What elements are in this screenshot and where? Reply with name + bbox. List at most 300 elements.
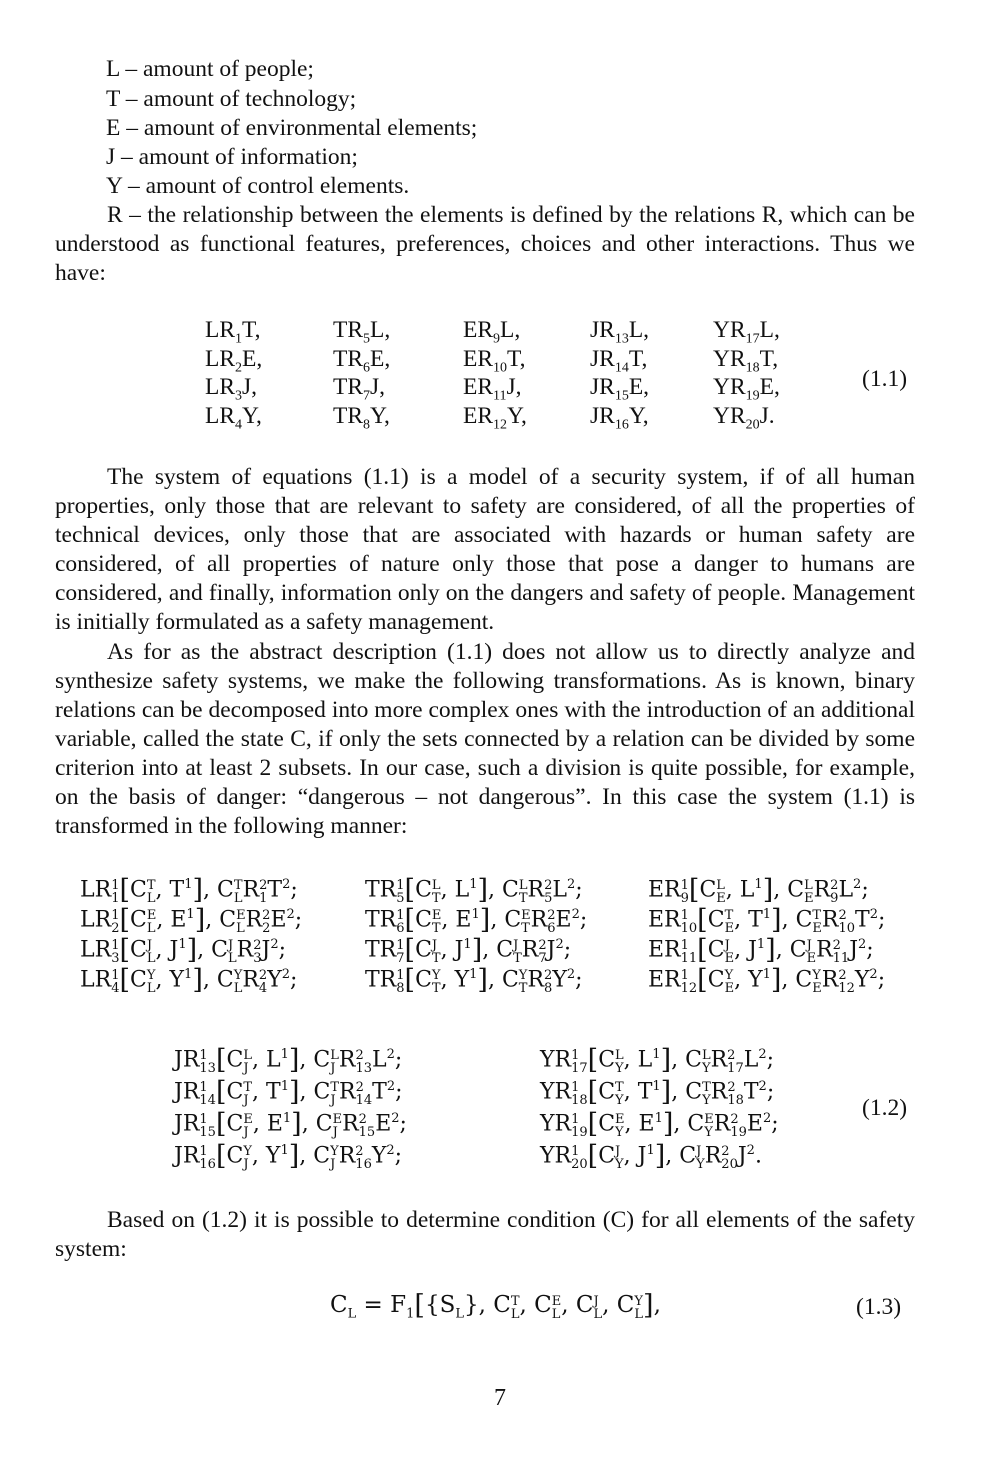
index-stack [727, 1081, 744, 1107]
state-c: C [534, 1292, 552, 1318]
open-bracket: [ [587, 1140, 599, 1172]
relation-name: LR [80, 907, 112, 933]
state-c: C [616, 1292, 635, 1318]
index-stack [730, 1113, 747, 1139]
separator: , [205, 907, 220, 933]
state-sup: J [431, 938, 438, 954]
relation-index: 6 [363, 360, 371, 376]
index-stack [356, 1081, 373, 1107]
state-sub: J [330, 1093, 336, 1109]
relation-right: T, [242, 317, 261, 343]
index-stack [681, 969, 698, 995]
state-c: C [685, 1047, 702, 1073]
state-indices [330, 1081, 339, 1107]
state-c: C [795, 967, 813, 993]
separator: , [482, 937, 497, 963]
relation-right: T, [507, 345, 526, 372]
target-power: 1 [762, 967, 771, 982]
state-indices [432, 969, 441, 995]
open-bracket: [ [215, 1076, 227, 1108]
decomposed-relation [540, 1106, 779, 1139]
open-bracket: [ [404, 964, 416, 996]
state-c: C [679, 1143, 697, 1169]
target-power: 1 [282, 1111, 292, 1126]
target-set: Y [552, 967, 567, 993]
target-power: 1 [280, 1047, 289, 1062]
target-set: Y [371, 1143, 387, 1169]
power-2: 2 [544, 968, 553, 984]
state-sub: T [431, 981, 441, 997]
power-2: 2 [838, 968, 847, 984]
state-c: C [707, 907, 725, 933]
state-sup: L [431, 878, 441, 894]
open-bracket: [ [688, 874, 700, 906]
relation-right: Y, [628, 402, 649, 429]
state-c: C [687, 1111, 705, 1137]
decomposed-relation [80, 902, 302, 935]
transform-paragraph: As for as the abstract description (1.1) does not allow us to directly analyze and synthesize safety systems, we make the following transformations. As is known, binary relations can be decomposed into more complex ones with the introduction of an additional variable, called the state C, if only the sets connected by a relation can be divided by some criterion into at least 2 subsets. In our case, such a division is quite possible, for example, on the basis of danger: “dangerous – not dangerous”. In this case the system (1.1) is transformed in the following manner: [55, 639, 915, 839]
function: F [390, 1292, 407, 1318]
relation-index: 20 [571, 1157, 588, 1173]
index-stack [199, 1081, 216, 1107]
relation-right: E, [628, 374, 650, 400]
state-sub: Y [615, 1157, 624, 1173]
state-sup: J [228, 938, 234, 954]
target-power: 2 [869, 907, 879, 922]
open-bracket: [ [215, 1108, 227, 1140]
relation-left: JR [590, 402, 615, 429]
state-c: C [575, 1292, 594, 1318]
relation-left: ER [463, 345, 494, 372]
state-sub: E [724, 981, 735, 997]
state-sup: T [243, 1080, 252, 1096]
relation-index: 12 [493, 417, 508, 433]
relation-index: 14 [355, 1093, 373, 1109]
separator: , [624, 1111, 639, 1137]
state-sup: T [510, 1294, 520, 1309]
relation-name: TR [365, 877, 397, 903]
index-stack [571, 1145, 588, 1171]
relation-index: 2 [262, 921, 271, 937]
state-sup: T [330, 1080, 340, 1096]
open-bracket: [ [587, 1108, 599, 1140]
state-indices [725, 969, 735, 995]
target-set: Y [267, 967, 282, 993]
decomposed-relation [174, 1042, 402, 1075]
relation-index: 12 [838, 981, 855, 997]
state-c: C [598, 1143, 616, 1169]
target-set: E [270, 907, 287, 933]
state-sub: E [812, 921, 822, 937]
target-set: T [267, 877, 283, 903]
state-sub: E [724, 951, 735, 967]
separator: , [202, 967, 217, 993]
relation-name: R [821, 967, 839, 993]
separator: , [665, 1143, 680, 1169]
equals: = [356, 1292, 391, 1318]
relation-index: 20 [745, 417, 760, 433]
state-sub: L [146, 981, 156, 997]
state-sup: E [236, 908, 246, 924]
target-set: Y [265, 1143, 281, 1169]
relation-name: R [527, 877, 545, 903]
close-bracket: ] [471, 934, 483, 966]
close-bracket: ] [477, 874, 489, 906]
target-set: Y [454, 967, 470, 993]
index-stack [199, 1049, 216, 1075]
power-1: 1 [680, 968, 689, 984]
relation-name: R [521, 937, 539, 963]
close-bracket: ] [288, 1076, 300, 1108]
power-2: 2 [355, 1080, 364, 1096]
relation-name: R [813, 877, 831, 903]
relation-index: 19 [745, 388, 760, 404]
relation-left: YR [713, 345, 746, 372]
state-c: C [315, 1111, 333, 1137]
relation-index: 3 [235, 388, 243, 404]
separator: , [623, 1047, 638, 1073]
state-sup: E [615, 1112, 625, 1128]
relation-name: R [339, 1079, 356, 1105]
relation-index: 16 [199, 1157, 216, 1173]
state-sub: L [233, 981, 243, 997]
separator: , [299, 1047, 314, 1073]
state-c: C [415, 967, 432, 993]
target-set: T [637, 1079, 653, 1105]
state-sub: T [431, 951, 441, 967]
target-set: L [743, 1047, 759, 1073]
relation-index: 17 [571, 1061, 588, 1077]
relation-right: Y, [370, 402, 390, 429]
target-power: 2 [555, 937, 564, 952]
state-sup: J [146, 938, 153, 954]
relation-index: 4 [258, 981, 268, 997]
relation-index: 4 [235, 417, 243, 433]
state-c: C [415, 937, 432, 963]
close-bracket: ] [288, 1044, 300, 1076]
target-set: L [637, 1047, 653, 1073]
relation-index: 14 [199, 1093, 216, 1109]
relation-index: 15 [199, 1125, 216, 1141]
relation-right: Y, [507, 402, 527, 429]
target-set: J [546, 937, 556, 963]
target-power: 2 [286, 907, 295, 922]
target-set: L [739, 877, 755, 903]
relation-index: 20 [721, 1157, 738, 1173]
state-sub: L [146, 921, 156, 937]
state-sub: Y [615, 1061, 624, 1077]
state-indices [243, 1081, 252, 1107]
state-c: C [313, 1047, 331, 1073]
state-sup: L [518, 878, 528, 894]
state-c: C [313, 1143, 331, 1169]
target-set: E [555, 907, 572, 933]
state-indices [634, 1295, 643, 1321]
relation-right: L, [500, 317, 521, 343]
relation-index: 17 [727, 1061, 744, 1077]
relation-name: ER [648, 877, 681, 903]
relation-name: ER [648, 937, 681, 963]
relation-name: LR [80, 937, 112, 963]
separator: , [734, 967, 749, 993]
state-sub: Y [615, 1125, 624, 1141]
relation-name: TR [365, 967, 397, 993]
state-indices [702, 1081, 711, 1107]
close-bracket: ] [291, 1108, 302, 1140]
relation-cell [590, 402, 649, 440]
relation-index: 2 [235, 360, 243, 376]
close-bracket: ] [643, 1290, 654, 1321]
target-power: 2 [386, 1047, 395, 1062]
index-stack [571, 1049, 588, 1075]
power-2: 2 [544, 878, 553, 894]
terminator: ; [766, 1047, 775, 1073]
relation-name: R [245, 907, 263, 933]
relation-right: Y, [242, 402, 262, 429]
separator: , [773, 877, 788, 903]
power-1: 1 [199, 1112, 208, 1128]
open-bracket: [ [215, 1140, 227, 1172]
relation-right: J. [759, 402, 775, 429]
state-indices [615, 1049, 624, 1075]
state-sup: E [332, 1112, 343, 1128]
function-sub: 1 [406, 1306, 415, 1322]
close-bracket: ] [771, 904, 782, 936]
target-power: 1 [471, 907, 480, 922]
state-sup: J [696, 1144, 702, 1160]
target-set: T [372, 1079, 387, 1105]
target-set: E [266, 1111, 283, 1137]
target-power: 1 [652, 1079, 661, 1094]
target-power: 1 [469, 877, 478, 892]
state-c: C [130, 907, 147, 933]
separator: , [487, 967, 502, 993]
state-sub: J [330, 1061, 336, 1077]
relation-right: T, [628, 345, 648, 372]
power-1: 1 [680, 938, 689, 954]
state-c: C [685, 1079, 703, 1105]
relation-index: 7 [538, 951, 547, 967]
state-sub: T [431, 891, 441, 907]
target-set: L [454, 877, 470, 903]
relation-index: 12 [680, 981, 698, 997]
relation-name: R [530, 907, 548, 933]
terminator: . [754, 1143, 762, 1169]
decomposed-relation [365, 872, 583, 905]
relation-name: R [821, 907, 839, 933]
terminator: ; [575, 877, 583, 903]
relation-index: 8 [544, 981, 553, 997]
target-power: 1 [178, 937, 187, 952]
target-power: 2 [853, 877, 862, 892]
power-1: 1 [111, 908, 120, 924]
state-indices [330, 1049, 339, 1075]
terminator: ; [766, 1079, 775, 1105]
separator: , [155, 967, 170, 993]
state-sup: E [551, 1294, 562, 1309]
decomposed-relation [365, 932, 571, 965]
target-set: L [552, 877, 568, 903]
power-1: 1 [111, 968, 120, 984]
open-bracket: [ [697, 934, 708, 966]
relation-index: 7 [363, 388, 371, 404]
separator: , [203, 877, 218, 903]
decomposed-relation [540, 1074, 774, 1107]
target-power: 2 [282, 877, 291, 892]
target-set: L [838, 877, 854, 903]
state-indices [243, 1049, 252, 1075]
relation-index: 11 [493, 388, 507, 404]
state-sub: Y [696, 1157, 705, 1173]
close-bracket: ] [770, 964, 782, 996]
separator: , [671, 1047, 686, 1073]
relation-right: L, [628, 317, 650, 343]
decomposed-relation [540, 1138, 762, 1171]
close-bracket: ] [186, 934, 198, 966]
relation-right: J, [370, 374, 386, 400]
state-c: C [217, 877, 234, 903]
power-1: 1 [571, 1048, 580, 1064]
power-1: 1 [199, 1144, 208, 1160]
relation-index: 4 [111, 981, 120, 997]
relation-name: YR [540, 1079, 572, 1105]
state-sub: L [634, 1307, 644, 1322]
state-sub: L [510, 1307, 520, 1322]
index-stack [199, 1145, 216, 1171]
separator: , [299, 1079, 314, 1105]
target-power: 2 [567, 877, 576, 892]
target-power: 1 [186, 907, 195, 922]
relation-cell [205, 402, 262, 440]
relation-index: 19 [730, 1125, 747, 1141]
relation-index: 3 [253, 951, 262, 967]
power-2: 2 [538, 938, 547, 954]
power-1: 1 [199, 1048, 208, 1064]
target-set: T [748, 907, 763, 933]
separator: , [478, 1292, 494, 1318]
power-2: 2 [355, 1144, 364, 1160]
state-sub: E [804, 891, 814, 907]
state-sup: T [724, 908, 734, 924]
power-2: 2 [721, 1144, 730, 1160]
relation-left: JR [590, 317, 615, 343]
relation-right: J, [506, 374, 522, 400]
target-set: J [261, 937, 271, 963]
power-1: 1 [396, 908, 405, 924]
relation-index: 6 [396, 921, 405, 937]
state-sup: L [330, 1048, 339, 1064]
open-bracket: [ [119, 964, 131, 996]
state-indices [243, 1113, 253, 1139]
state-sub: L [146, 951, 156, 967]
state-c: C [699, 877, 717, 903]
state-sup: J [513, 938, 519, 954]
relation-left: ER [463, 374, 494, 400]
separator: , [775, 937, 790, 963]
definition-t: T – amount of technology; [106, 86, 357, 112]
state-c: C [504, 907, 522, 933]
relation-index: 18 [571, 1093, 588, 1109]
power-2: 2 [730, 1112, 739, 1128]
target-set: E [455, 907, 472, 933]
state-indices [615, 1113, 625, 1139]
target-set: T [169, 877, 185, 903]
state-indices [702, 1049, 711, 1075]
state-c: C [493, 1292, 511, 1318]
target-set: Y [854, 967, 870, 993]
state-sup: L [804, 878, 813, 894]
state-sub: J [332, 1125, 338, 1141]
close-bracket: ] [654, 1140, 666, 1172]
relation-index: 9 [680, 891, 689, 907]
equation-1-2-label: (1.2) [862, 1095, 908, 1121]
equation-1-3-label: (1.3) [856, 1294, 902, 1320]
power-2: 2 [259, 878, 268, 894]
state-sub: L [146, 891, 156, 907]
relation-index: 10 [838, 921, 856, 937]
separator: , [155, 877, 170, 903]
state-sub: T [518, 981, 528, 997]
relation-index: 10 [680, 921, 698, 937]
target-set: E [638, 1111, 655, 1137]
decomposed-relation [540, 1042, 774, 1075]
relation-index: 8 [396, 981, 405, 997]
state-c: C [211, 937, 228, 963]
relation-left: LR [205, 317, 236, 343]
relation-name: R [713, 1111, 731, 1137]
state-indices [243, 1145, 252, 1171]
open-bracket: [ [697, 964, 708, 996]
state-c: C [130, 937, 147, 963]
relation-index: 2 [111, 921, 120, 937]
relation-index: 6 [547, 921, 556, 937]
state-sub: Y [615, 1093, 624, 1109]
power-2: 2 [832, 938, 841, 954]
relation-name: JR [174, 1079, 200, 1105]
relation-left: TR [333, 402, 364, 429]
state-indices [330, 1145, 339, 1171]
state-c: C [501, 967, 519, 993]
target-power: 1 [646, 1143, 655, 1158]
target-power: 1 [654, 1111, 663, 1126]
system-paragraph: The system of equations (1.1) is a model of a security system, if of all human properties, only those that are relevant to safety are considered, of all the properties of technical devices, only those that are associated with hazards or human safety are considered, of all properties of nature only those that pose a danger to humans are considered, and finally, information only on the dangers and safety of people. Management is initially formulated as a safety management. [55, 464, 915, 635]
separator: , [440, 967, 455, 993]
index-stack [571, 1081, 588, 1107]
state-sup: E [146, 908, 157, 924]
relation-index: 15 [358, 1125, 376, 1141]
state-sup: E [243, 1112, 253, 1128]
separator: , [441, 907, 456, 933]
state-sup: Y [243, 1144, 252, 1160]
power-1: 1 [680, 908, 689, 924]
target-set: L [372, 1047, 387, 1073]
target-set: E [746, 1111, 763, 1137]
power-1: 1 [396, 878, 405, 894]
target-set: T [855, 907, 870, 933]
state-c: C [789, 937, 807, 963]
state-indices [594, 1295, 603, 1321]
index-stack [199, 1113, 216, 1139]
close-bracket: ] [192, 874, 204, 906]
close-bracket: ] [288, 1140, 300, 1172]
separator: , [725, 877, 740, 903]
relation-index: 10 [493, 360, 508, 376]
decomposed-relation [648, 902, 885, 935]
relation-name: JR [174, 1047, 200, 1073]
separator: , [623, 1079, 638, 1105]
separator: , [301, 1111, 316, 1137]
target-set: T [743, 1079, 759, 1105]
